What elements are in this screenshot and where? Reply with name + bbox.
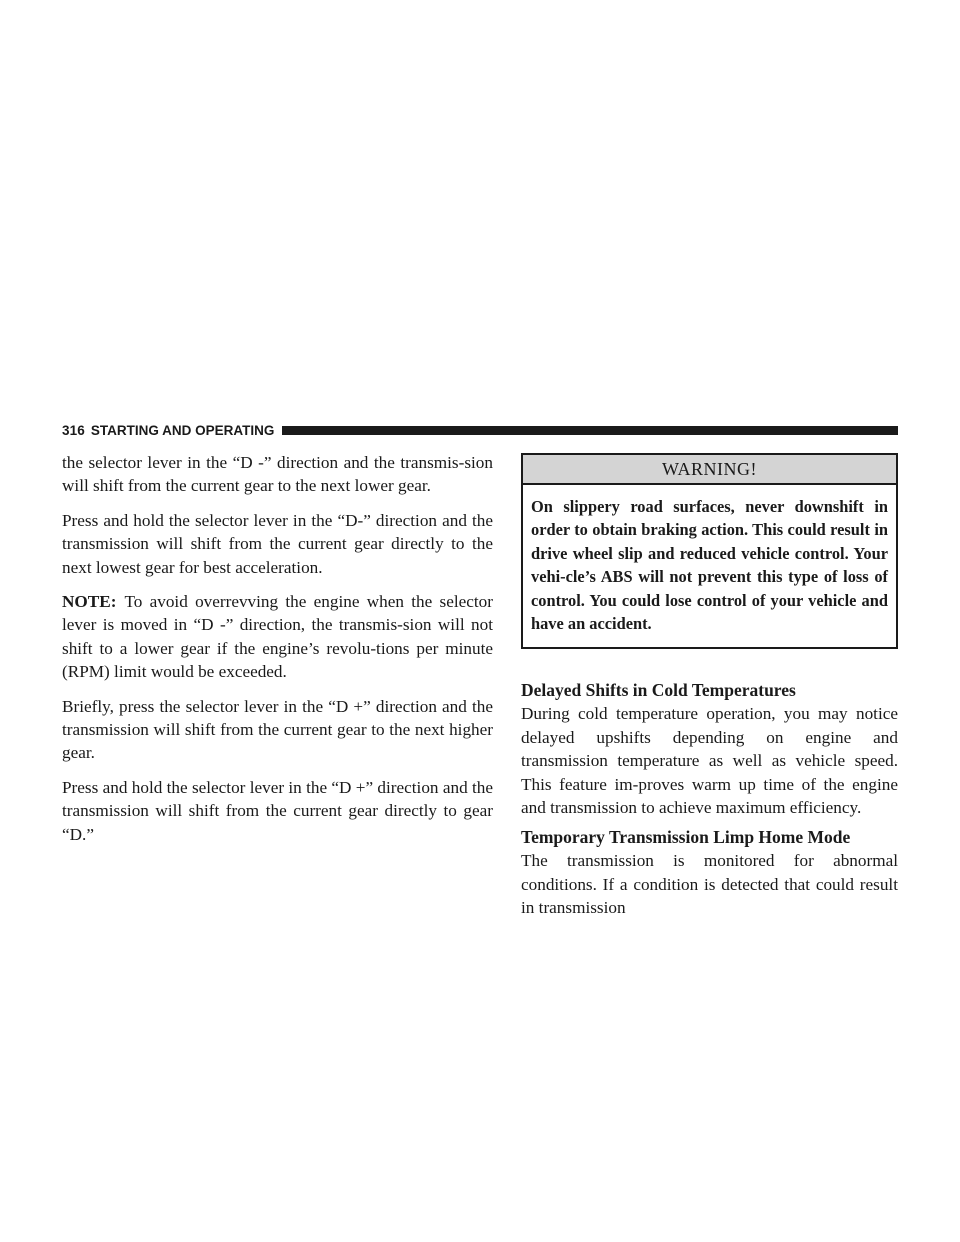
paragraph: the selector lever in the “D -” direction and the transmis-sion will shift from the current gear to the next lower gear.	[62, 453, 493, 496]
note-paragraph	[62, 590, 493, 684]
paragraph: The transmission is monitored for abnormal conditions. If a condition is detected that could result in transmission	[521, 851, 898, 918]
section-heading: Delayed Shifts in Cold Temperatures	[521, 680, 796, 701]
warning-box	[521, 453, 898, 649]
header-rule	[282, 426, 898, 435]
warning-body: On slippery road surfaces, never downshift in order to obtain braking action. This could result in drive wheel slip and reduced vehicle control. Your vehi-cle’s ABS will not prevent this type of loss of control. You could lose control of your vehicle and have an accident.	[531, 497, 888, 634]
section-heading: Temporary Transmission Limp Home Mode	[521, 827, 851, 848]
warning-title: WARNING!	[523, 455, 896, 485]
page-number: 316	[62, 422, 85, 438]
right-column	[521, 453, 898, 920]
section-title: STARTING AND OPERATING	[90, 422, 275, 438]
left-column	[62, 451, 493, 857]
note-text: To avoid overrevving the engine when the selector lever is moved in “D -” direction, the transmis-sion will not shift to a lower gear if the engine’s revolu-tions per minute (RPM) limit would be exceeded.	[62, 592, 493, 682]
page-header	[62, 421, 898, 439]
paragraph: During cold temperature operation, you may notice delayed upshifts depending on engine and transmission temperature as well as vehicle speed. This feature im-proves warm up time of the engine and transmission to achieve maximum efficiency.	[521, 704, 898, 818]
note-label: NOTE:	[62, 592, 117, 612]
paragraph: Briefly, press the selector lever in the “D +” direction and the transmission will shift from the current gear to the next higher gear.	[62, 696, 493, 763]
paragraph: Press and hold the selector lever in the “D-” direction and the transmission will shift from the current gear directly to the next lowest gear for best acceleration.	[62, 510, 493, 577]
paragraph: Press and hold the selector lever in the “D +” direction and the transmission will shift from the current gear directly to gear “D.”	[62, 777, 493, 844]
